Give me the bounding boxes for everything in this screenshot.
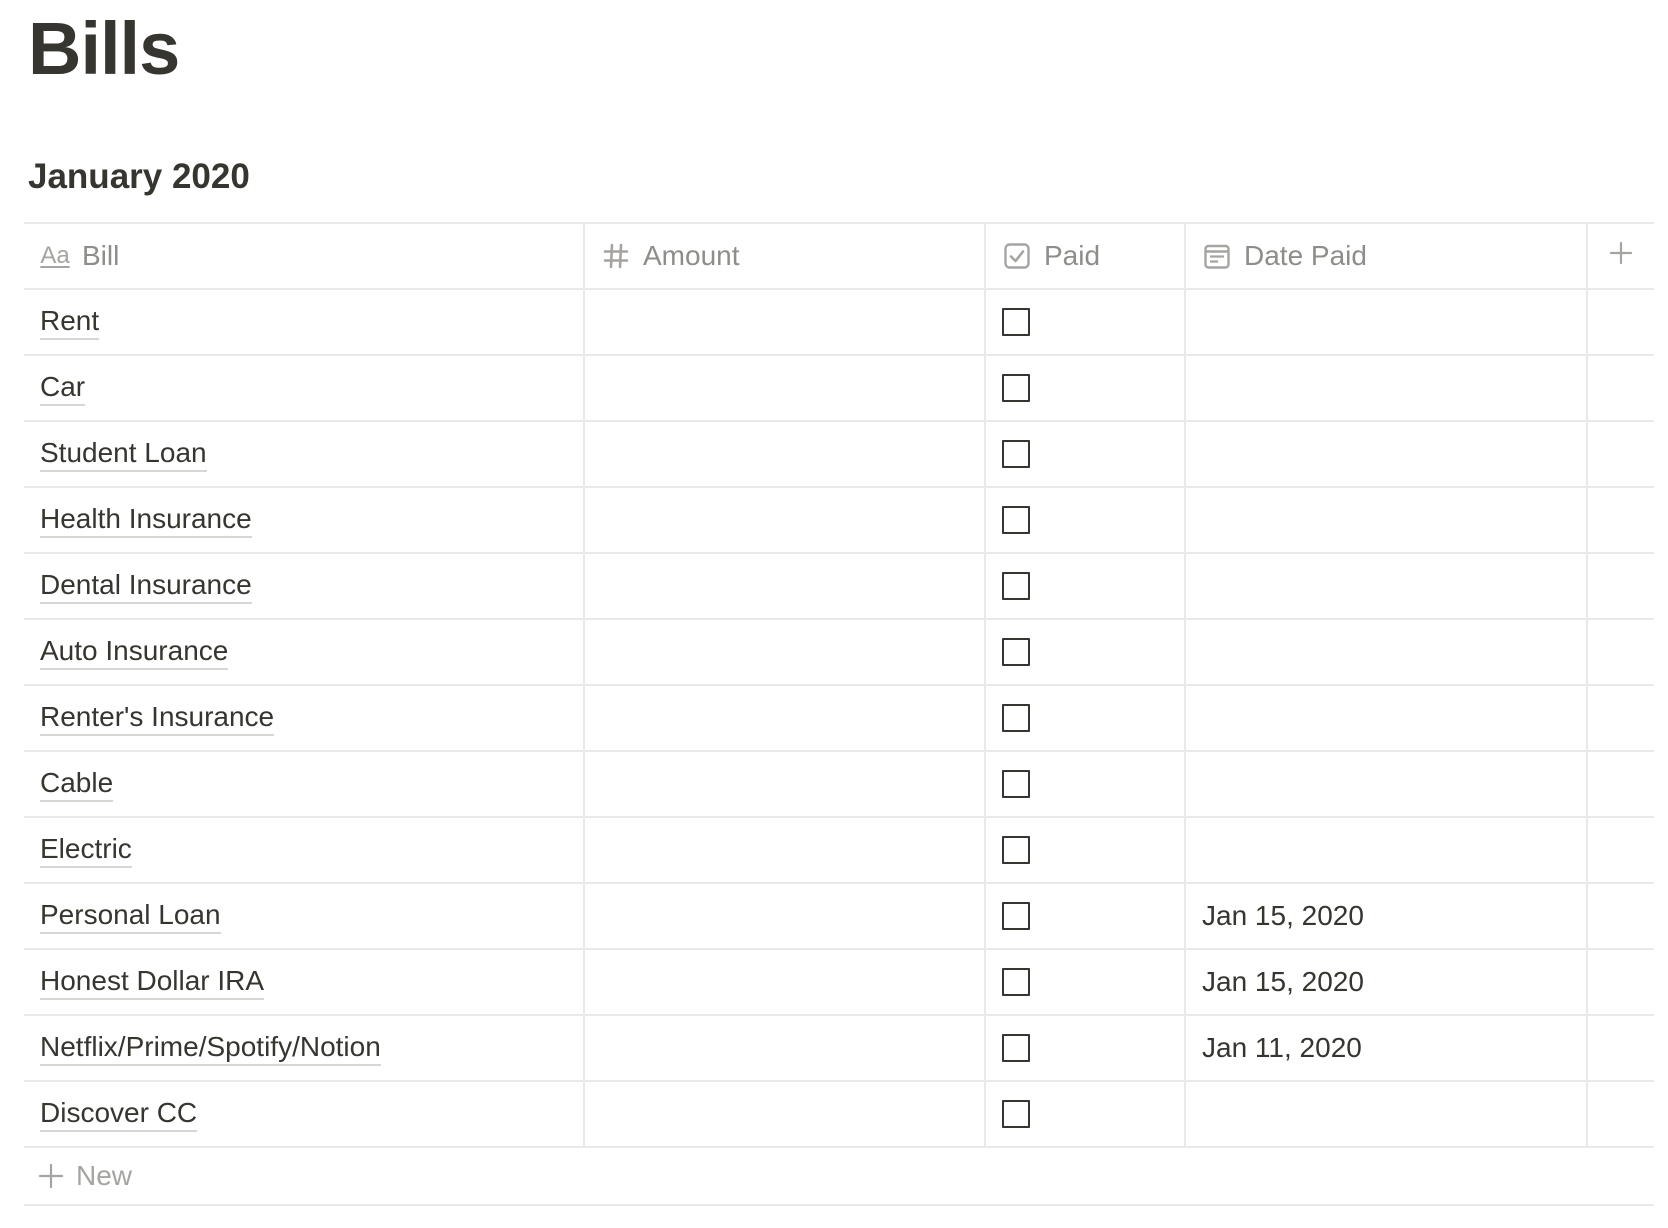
empty-cell: [1588, 686, 1654, 750]
amount-cell[interactable]: [585, 686, 986, 750]
column-header-amount[interactable]: [585, 224, 986, 288]
table-body: [24, 290, 1654, 1148]
checkbox-property-icon: [1002, 241, 1032, 271]
date-paid-value: Jan 15, 2020: [1202, 966, 1364, 997]
amount-cell[interactable]: [585, 1082, 986, 1146]
bill-cell[interactable]: [24, 290, 585, 354]
column-header-bill[interactable]: [24, 224, 585, 288]
paid-checkbox[interactable]: [1002, 374, 1030, 402]
bill-cell[interactable]: [24, 422, 585, 486]
date-paid-cell[interactable]: [1186, 686, 1588, 750]
amount-cell[interactable]: [585, 818, 986, 882]
bill-name-link[interactable]: Netflix/Prime/Spotify/Notion: [40, 1030, 381, 1066]
bill-cell[interactable]: [24, 356, 585, 420]
bill-cell[interactable]: [24, 686, 585, 750]
paid-checkbox[interactable]: [1002, 704, 1030, 732]
amount-cell[interactable]: [585, 488, 986, 552]
empty-cell: [1588, 818, 1654, 882]
column-header-label: Amount: [643, 240, 740, 271]
column-header-date-paid[interactable]: [1186, 224, 1588, 288]
paid-checkbox[interactable]: [1002, 836, 1030, 864]
amount-cell[interactable]: [585, 884, 986, 948]
paid-cell: [986, 1016, 1186, 1080]
paid-checkbox[interactable]: [1002, 968, 1030, 996]
empty-cell: [1588, 554, 1654, 618]
add-property-button[interactable]: [1588, 224, 1654, 288]
empty-cell: [1588, 950, 1654, 1014]
date-paid-cell[interactable]: [1186, 1082, 1588, 1146]
amount-cell[interactable]: [585, 554, 986, 618]
bill-cell[interactable]: [24, 1082, 585, 1146]
bill-cell[interactable]: [24, 884, 585, 948]
paid-cell: [986, 752, 1186, 816]
table-row[interactable]: [24, 488, 1654, 554]
amount-cell[interactable]: [585, 620, 986, 684]
bill-name-link[interactable]: Rent: [40, 304, 99, 340]
table-row[interactable]: [24, 752, 1654, 818]
paid-cell: [986, 554, 1186, 618]
bill-name-link[interactable]: Student Loan: [40, 436, 207, 472]
date-paid-cell[interactable]: [1186, 554, 1588, 618]
new-row-button[interactable]: [24, 1148, 1654, 1206]
empty-cell: [1588, 620, 1654, 684]
amount-cell[interactable]: [585, 422, 986, 486]
table-row[interactable]: [24, 686, 1654, 752]
empty-cell: [1588, 290, 1654, 354]
paid-checkbox[interactable]: [1002, 572, 1030, 600]
bill-name-link[interactable]: Health Insurance: [40, 502, 252, 538]
bill-name-link[interactable]: Renter's Insurance: [40, 700, 274, 736]
paid-cell: [986, 686, 1186, 750]
paid-cell: [986, 818, 1186, 882]
amount-cell[interactable]: [585, 752, 986, 816]
amount-cell[interactable]: [585, 290, 986, 354]
table-row[interactable]: [24, 554, 1654, 620]
table-row[interactable]: [24, 1016, 1654, 1082]
table-row[interactable]: [24, 422, 1654, 488]
bill-cell[interactable]: [24, 818, 585, 882]
table-row[interactable]: [24, 950, 1654, 1016]
paid-checkbox[interactable]: [1002, 1034, 1030, 1062]
bill-name-link[interactable]: Personal Loan: [40, 898, 221, 934]
paid-checkbox[interactable]: [1002, 770, 1030, 798]
empty-cell: [1588, 1082, 1654, 1146]
number-property-icon: [601, 241, 631, 271]
bill-name-link[interactable]: Car: [40, 370, 85, 406]
empty-cell: [1588, 488, 1654, 552]
column-header-label: Bill: [82, 240, 120, 271]
date-paid-value: Jan 11, 2020: [1202, 1032, 1362, 1063]
paid-checkbox[interactable]: [1002, 638, 1030, 666]
plus-icon: [1609, 240, 1633, 272]
bill-name-link[interactable]: Cable: [40, 766, 113, 802]
page-title[interactable]: Bills: [28, 7, 180, 90]
text-property-icon: Aa: [40, 242, 70, 269]
bill-cell[interactable]: [24, 752, 585, 816]
table-row[interactable]: [24, 884, 1654, 950]
paid-cell: [986, 290, 1186, 354]
column-header-label: Paid: [1044, 240, 1101, 271]
bills-table: [24, 222, 1654, 1206]
paid-cell: [986, 950, 1186, 1014]
paid-checkbox[interactable]: [1002, 506, 1030, 534]
table-row[interactable]: [24, 1082, 1654, 1148]
column-header-paid[interactable]: [986, 224, 1186, 288]
bill-cell[interactable]: [24, 620, 585, 684]
bill-cell[interactable]: [24, 1016, 585, 1080]
date-paid-value: Jan 15, 2020: [1202, 900, 1364, 931]
date-paid-cell[interactable]: [1186, 752, 1588, 816]
date-paid-cell[interactable]: [1186, 884, 1588, 948]
paid-cell: [986, 620, 1186, 684]
table-header: [24, 222, 1654, 290]
bill-name-link[interactable]: Honest Dollar IRA: [40, 964, 264, 1000]
table-row[interactable]: [24, 620, 1654, 686]
bill-name-link[interactable]: Discover CC: [40, 1096, 197, 1132]
bill-cell[interactable]: [24, 554, 585, 618]
bill-cell[interactable]: [24, 488, 585, 552]
table-row[interactable]: [24, 290, 1654, 356]
plus-icon: [38, 1163, 64, 1189]
paid-checkbox[interactable]: [1002, 1100, 1030, 1128]
column-header-label: Date Paid: [1244, 240, 1367, 271]
table-row[interactable]: [24, 356, 1654, 422]
date-paid-cell[interactable]: [1186, 356, 1588, 420]
date-paid-cell[interactable]: [1186, 422, 1588, 486]
table-row[interactable]: [24, 818, 1654, 884]
empty-cell: [1588, 752, 1654, 816]
bill-name-link[interactable]: Auto Insurance: [40, 634, 228, 670]
paid-checkbox[interactable]: [1002, 440, 1030, 468]
calendar-property-icon: [1202, 241, 1232, 271]
amount-cell[interactable]: [585, 1016, 986, 1080]
date-paid-cell[interactable]: [1186, 620, 1588, 684]
paid-cell: [986, 356, 1186, 420]
bill-name-link[interactable]: Dental Insurance: [40, 568, 252, 604]
paid-checkbox[interactable]: [1002, 308, 1030, 336]
amount-cell[interactable]: [585, 950, 986, 1014]
empty-cell: [1588, 884, 1654, 948]
date-paid-cell[interactable]: [1186, 290, 1588, 354]
paid-cell: [986, 1082, 1186, 1146]
date-paid-cell[interactable]: [1186, 950, 1588, 1014]
empty-cell: [1588, 422, 1654, 486]
paid-checkbox[interactable]: [1002, 902, 1030, 930]
empty-cell: [1588, 1016, 1654, 1080]
paid-cell: [986, 488, 1186, 552]
date-paid-cell[interactable]: [1186, 488, 1588, 552]
empty-cell: [1588, 356, 1654, 420]
database-title[interactable]: January 2020: [28, 157, 250, 196]
new-row-label: New: [76, 1160, 133, 1191]
date-paid-cell[interactable]: [1186, 818, 1588, 882]
date-paid-cell[interactable]: [1186, 1016, 1588, 1080]
amount-cell[interactable]: [585, 356, 986, 420]
bill-cell[interactable]: [24, 950, 585, 1014]
bill-name-link[interactable]: Electric: [40, 832, 132, 868]
paid-cell: [986, 884, 1186, 948]
paid-cell: [986, 422, 1186, 486]
